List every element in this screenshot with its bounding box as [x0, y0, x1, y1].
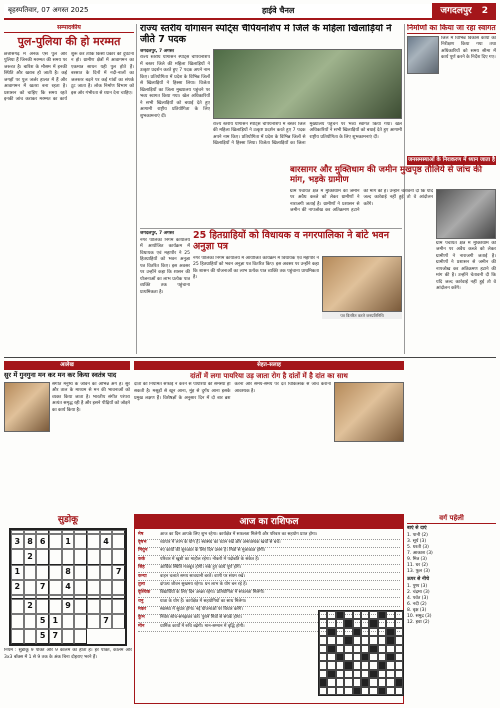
- sudoku-cell: [74, 629, 87, 644]
- crossword-cell: [361, 619, 369, 627]
- sudoku-cell: [74, 549, 87, 564]
- crossword-cell: [361, 687, 369, 695]
- city-name: जगदलपुर: [440, 5, 472, 16]
- health-section: [134, 361, 404, 511]
- horoscope-sign: सिंह: [138, 565, 145, 571]
- crossword-cell: [395, 619, 403, 627]
- sudoku-cell: 9: [62, 599, 75, 614]
- sudoku-cell: 5: [36, 614, 49, 629]
- clue-item: 6. नदी (2): [407, 602, 427, 607]
- crossword-cell: [395, 636, 403, 644]
- right-top-title: निर्माणों का किया जा रहा स्वागत: [407, 24, 496, 32]
- column-divider: [136, 24, 137, 354]
- crossword-cell: [336, 619, 344, 627]
- horoscope-text: नए कार्यों की शुरुआत के लिए दिन उत्तम है। मित्रों से मुलाकात होगी।: [160, 548, 266, 554]
- sudoku-cell: 7: [112, 565, 125, 580]
- aalekh-photo: [4, 382, 50, 432]
- clue-item: 12. हवा (2): [407, 620, 430, 626]
- section-divider: [4, 357, 496, 358]
- crossword-cell: [395, 678, 403, 686]
- crossword-cell: [327, 636, 335, 644]
- crossword-cell: [378, 687, 386, 695]
- sudoku-cell: 3: [11, 534, 24, 549]
- clue-item: 13. फूल (3): [407, 569, 430, 575]
- crossword-cell: [369, 678, 377, 686]
- crossword-cell: [319, 628, 327, 636]
- sudoku-cell: [87, 565, 100, 580]
- crossword-cell: [353, 653, 361, 661]
- horoscope-text: धार्मिक कार्यों में रुचि बढ़ेगी। मान-सम्मान में वृद्धि होगी।: [160, 623, 245, 629]
- crossword-cell: [344, 628, 352, 636]
- crossword-cell: [336, 653, 344, 661]
- horoscope-item: [138, 590, 400, 598]
- crossword-cell: [344, 661, 352, 669]
- sudoku-cell: 7: [100, 614, 113, 629]
- crossword-cell: [369, 636, 377, 644]
- editorial-tag: सम्पादकीय: [4, 24, 134, 33]
- sudoku-cell: [74, 614, 87, 629]
- clue-item: 10. समुद्र (3): [407, 614, 432, 620]
- crossword-cell: [386, 619, 394, 627]
- sudoku-cell: 1: [49, 614, 62, 629]
- clue-item: 3. सूर्य (3): [407, 538, 427, 544]
- sudoku-cell: [112, 534, 125, 549]
- crossword-cell: [353, 619, 361, 627]
- sudoku-cell: [11, 549, 24, 564]
- crossword-cell: [378, 678, 386, 686]
- crossword-cell: [378, 645, 386, 653]
- lead-title: राज्य स्तरीय योगासन स्पोर्ट्स चैंपियनशिप में जिले के महिला खिलाड़ियों ने जीते 7 पदक: [140, 24, 392, 45]
- crossword-cell: [395, 611, 403, 619]
- issue-date: बृहस्पतिवार, 07 अगस्त 2025: [8, 6, 89, 15]
- sudoku-cell: [100, 599, 113, 614]
- sudoku-cell: 8: [62, 565, 75, 580]
- sudoku-cell: [87, 549, 100, 564]
- sudoku-cell: [49, 580, 62, 595]
- crossword-cell: [336, 636, 344, 644]
- crossword-cell: [386, 661, 394, 669]
- clue-item: 5. धरती (3): [407, 545, 429, 551]
- clue-item: 1. पुष्प (3): [407, 583, 428, 589]
- aalekh-body: संगीत मनुष्य के जीवन का अभिन्न अंग है। सुर और ताल के माध्यम से मन की भावनाओं को व्यक्त किया जाता है। भारतीय संगीत परंपरा अत्यंत समृद्ध रही है और इसने पीढ़ियों को जोड़ने का कार्य किया है।: [52, 381, 130, 413]
- right-top-body: जिले में विभिन्न विकास कार्यों का निरीक्षण किया गया तथा अधिकारियों को समय सीमा में कार्य पूर्ण करने के निर्देश दिए गए।: [441, 35, 496, 61]
- crossword-cell: [327, 678, 335, 686]
- horoscope-text: दांपत्य जीवन सुखमय रहेगा। धन लाभ के योग बन रहे हैं।: [160, 581, 248, 587]
- crossword-cell: [386, 678, 394, 686]
- sudoku-cell: 1: [11, 565, 24, 580]
- crossword-cell: [361, 661, 369, 669]
- crossword-cell: [327, 661, 335, 669]
- sudoku-note: नियम : सुडोकू 9 पंक्ति और 9 कॉलम का होता है। हर पंक्ति, कॉलम और 3x3 बॉक्स में 1 से 9 तक के अंक बिना दोहराए भरने हैं।: [4, 648, 132, 660]
- crossword-cell: [369, 653, 377, 661]
- sudoku-cell: [24, 565, 37, 580]
- paper-name: हाईवे चैनल: [261, 5, 295, 15]
- health-tag: सेहत-सलाह: [134, 361, 404, 370]
- horoscope-text: विद्यार्थियों के लिए दिन अच्छा रहेगा। प्रतियोगिता में सफलता मिलेगी।: [160, 590, 265, 596]
- crossword-cell: [386, 670, 394, 678]
- sudoku-cell: [11, 599, 24, 614]
- clue-item: 1. पानी (2): [407, 532, 428, 538]
- crossword-cell: [327, 687, 335, 695]
- wordpuzzle-title: वर्ग पहेली: [407, 514, 496, 524]
- crossword-cell: [386, 687, 394, 695]
- crossword-cell: [336, 687, 344, 695]
- centre-dateline: जगदलपुर, 7 अगस्त: [140, 231, 174, 236]
- horoscope-sign: मेष: [138, 531, 144, 537]
- crossword-cell: [353, 611, 361, 619]
- sudoku-cell: 2: [24, 549, 37, 564]
- crossword-cell: [369, 661, 377, 669]
- crossword-cell: [386, 636, 394, 644]
- horoscope-sign: मीन: [138, 623, 145, 629]
- sudoku-cell: 6: [36, 534, 49, 549]
- right-mid-title: बारसागर और मुक्तिधाम की जमीन मुखपृष्ठ तौलिये से जांच की मांग, भड़के ग्रामीण: [290, 165, 482, 185]
- aalekh-section: [4, 361, 130, 511]
- page-number: 2: [481, 5, 488, 16]
- horoscope-text: निवेश सोच-समझकर करें। पुराने मित्रों से संपर्क होगा।: [160, 615, 243, 621]
- clue-item: 8. वृक्ष (3): [407, 608, 427, 614]
- crossword-cell: [395, 645, 403, 653]
- sudoku-cell: [24, 629, 37, 644]
- clue-item: 9. मित्र (3): [407, 557, 427, 563]
- health-body: दांतों की नियमित सफाई न करने से पायरिया की समस्या हो सकती है। मसूड़ों से खून आना, मुंह से दुर्गंध आना इसके प्रमुख लक्षण हैं। विशेषज्ञों के अनुसार दिन में दो बार ब्रश करना और समय-समय पर दंत चिकित्सक से जांच कराना आवश्यक है।: [134, 382, 331, 401]
- centre-photo-caption: पत्र वितरित करते जनप्रतिनिधि: [322, 312, 402, 319]
- sudoku-cell: [87, 599, 100, 614]
- centre-body: नगर पालिका निगम कार्यालय में आयोजित कार्यक्रम में विधायक एवं महापौर ने 25 हितग्राहियों को भवन अनुज्ञा पत्र वितरित किए। इस अवसर पर उन्होंने कहा कि शासन की योजनाओं का लाभ प्रत्येक पात्र व्यक्ति तक पहुंचाना प्राथमिकता है।: [140, 237, 190, 295]
- sudoku-cell: [49, 599, 62, 614]
- sudoku-cell: [36, 599, 49, 614]
- sudoku-section: [4, 514, 132, 704]
- editorial-body: छत्तीसगढ़ में अनेक ऐसे पुल और पुलिया हैं जिनकी मरम्मत की समय पर जरूरत है। बारिश के मौसम में इनकी स्थिति और खराब हो जाती है। कई जगहों पर पुल जर्जर हालत में हैं और आवागमन में खतरा बना रहता है। प्रशासन को चाहिए कि समय रहते इनकी जांच कराकर मरम्मत का कार्य शुरू करे ताकि किसी प्रकार की दुर्घटना न हो। ग्रामीण क्षेत्रों में आवागमन का एकमात्र साधन यही पुल होते हैं। बरसात के दिनों में नदी-नालों का जलस्तर बढ़ने पर कई गांवों का संपर्क टूट जाता है। लोक निर्माण विभाग को इस ओर गंभीरता से ध्यान देना चाहिए।: [4, 51, 134, 103]
- right-top-story: [407, 24, 496, 154]
- wordpuzzle-section: [407, 514, 496, 704]
- sudoku-cell: [36, 549, 49, 564]
- clue-item: 11. घर (2): [407, 563, 428, 569]
- crossword-cell: [327, 670, 335, 678]
- editorial-title: पुल-पुलिया की हो मरम्मत: [17, 35, 121, 49]
- crossword-cell: [336, 678, 344, 686]
- crossword-cell: [386, 628, 394, 636]
- crossword-cell: [319, 619, 327, 627]
- sudoku-cell: 7: [36, 580, 49, 595]
- crossword-cell: [353, 661, 361, 669]
- crossword-cell: [361, 670, 369, 678]
- lead-dateline: जगदलपुर, 7 अगस्त: [140, 48, 174, 54]
- crossword-cell: [369, 619, 377, 627]
- crossword-cell: [378, 619, 386, 627]
- crossword-cell: [395, 687, 403, 695]
- crossword-cell: [344, 687, 352, 695]
- sudoku-cell: [24, 580, 37, 595]
- horoscope-text: स्वास्थ्य में सुधार होगा। नई योजनाओं पर विचार करेंगे।: [160, 607, 243, 613]
- horoscope-item: [138, 565, 400, 573]
- sudoku-cell: [49, 549, 62, 564]
- horoscope-title: आज का राशिफल: [135, 515, 403, 529]
- crossword-cell: [395, 628, 403, 636]
- crossword-cell: [344, 678, 352, 686]
- sudoku-cell: 5: [36, 629, 49, 644]
- horoscope-sign: वृषभ: [138, 540, 147, 546]
- sudoku-cell: [100, 565, 113, 580]
- sudoku-cell: [87, 580, 100, 595]
- across-clues: [407, 533, 496, 575]
- horoscope-item: [138, 540, 400, 548]
- right-top-photo: [407, 36, 439, 74]
- crossword-cell: [344, 611, 352, 619]
- right-mid-main: [290, 164, 496, 354]
- crossword-cell: [344, 636, 352, 644]
- crossword-cell: [353, 645, 361, 653]
- crossword-cell: [361, 678, 369, 686]
- sudoku-cell: [62, 614, 75, 629]
- crossword-cell: [336, 661, 344, 669]
- sudoku-cell: [49, 565, 62, 580]
- sudoku-title: सुडोकू: [57, 515, 79, 525]
- crossword-cell: [378, 611, 386, 619]
- lead-body-continued: राज्य स्तरीय योगासन स्पोर्ट्स चैंपियनशिप में बस्तर जिले की महिला खिलाड़ियों ने उत्कृष्ट प्रदर्शन करते हुए 7 पदक अपने नाम किए। प्रतियोगिता में प्रदेश के विभिन्न जिलों से खिलाड़ियों ने हिस्सा लिया। विजेता खिलाड़ियों का जिला मुख्यालय पहुंचने पर भव्य स्वागत किया गया। खेल अधिकारियों ने सभी खिलाड़ियों को बधाई देते हुए आगामी राष्ट्रीय प्रतियोगिता के लिए शुभकामनाएं दीं।: [213, 121, 402, 147]
- crossword-cell: [319, 653, 327, 661]
- horoscope-sign: मिथुन: [138, 548, 148, 554]
- crossword-cell: [319, 687, 327, 695]
- crossword-cell: [336, 670, 344, 678]
- sudoku-cell: 2: [24, 599, 37, 614]
- aalekh-tag: आलेख: [4, 361, 130, 370]
- crossword-cell: [369, 611, 377, 619]
- sudoku-cell: [100, 580, 113, 595]
- sudoku-cell: [74, 565, 87, 580]
- crossword-cell: [361, 653, 369, 661]
- crossword-cell: [336, 611, 344, 619]
- clue-item: 2. चंद्रमा (3): [407, 589, 430, 595]
- horoscope-text: आज का दिन आपके लिए शुभ रहेगा। कार्यक्षेत्र में सफलता मिलेगी और परिवार का सहयोग प्राप्त होगा।: [160, 531, 318, 537]
- horoscope-sign: कर्क: [138, 556, 146, 562]
- crossword-cell: [386, 645, 394, 653]
- across-title: बाएं से दाएं: [407, 526, 427, 532]
- clue-item: 4. पर्वत (3): [407, 595, 429, 601]
- crossword-cell: [319, 678, 327, 686]
- page-header: [4, 4, 496, 20]
- horoscope-sign: कन्या: [138, 573, 147, 579]
- horoscope-sign: तुला: [138, 581, 145, 587]
- centre-body-continued: नगर पालिका निगम कार्यालय में आयोजित कार्यक्रम में विधायक एवं महापौर ने 25 हितग्राहियों को भवन अनुज्ञा पत्र वितरित किए। इस अवसर पर उन्होंने कहा कि शासन की योजनाओं का लाभ प्रत्येक पात्र व्यक्ति तक पहुंचाना प्राथमिकता है।: [193, 255, 319, 281]
- sudoku-cell: 7: [49, 629, 62, 644]
- crossword-cell: [361, 628, 369, 636]
- sudoku-cell: [74, 580, 87, 595]
- crossword-cell: [378, 670, 386, 678]
- crossword-cell: [319, 611, 327, 619]
- horoscope-item: [138, 573, 400, 581]
- crossword-cell: [369, 645, 377, 653]
- crossword-cell: [386, 611, 394, 619]
- sudoku-cell: [11, 614, 24, 629]
- sudoku-cell: 4: [100, 534, 113, 549]
- crossword-cell: [369, 670, 377, 678]
- crossword-cell: [344, 645, 352, 653]
- crossword-cell: [353, 678, 361, 686]
- horoscope-sign: वृश्चिक: [138, 590, 151, 596]
- city-banner: [432, 3, 496, 19]
- crossword-cell: [344, 670, 352, 678]
- crossword-cell: [344, 653, 352, 661]
- crossword-cell: [361, 636, 369, 644]
- horoscope-text: व्यापार में लाभ के योग हैं। स्वास्थ्य का ध्यान रखें और अनावश्यक खर्चों से बचें।: [160, 540, 281, 546]
- horoscope-sign: कुंभ: [138, 615, 145, 621]
- horoscope-item: [138, 598, 400, 606]
- crossword-grid: [318, 610, 404, 696]
- crossword-cell: [395, 661, 403, 669]
- health-photo: [334, 382, 404, 442]
- sudoku-cell: 8: [24, 534, 37, 549]
- crossword-cell: [378, 628, 386, 636]
- crossword-cell: [353, 628, 361, 636]
- sudoku-cell: 1: [62, 534, 75, 549]
- crossword-cell: [327, 645, 335, 653]
- crossword-cell: [327, 653, 335, 661]
- horoscope-sign: धनु: [138, 598, 144, 604]
- crossword-cell: [369, 628, 377, 636]
- horoscope-text: वाहन चलाते समय सावधानी बरतें। वाणी पर संयम रखें।: [160, 573, 245, 579]
- sudoku-cell: [62, 549, 75, 564]
- crossword-cell: [369, 687, 377, 695]
- sudoku-cell: 4: [62, 580, 75, 595]
- sudoku-grid: [9, 528, 127, 646]
- horoscope-text: आर्थिक स्थिति मजबूत होगी। रुके हुए कार्य पूर्ण होंगे।: [160, 565, 242, 571]
- crossword-cell: [319, 645, 327, 653]
- crossword-cell: [378, 661, 386, 669]
- sudoku-cell: [49, 534, 62, 549]
- right-mid-tag: जनसमस्याओं के निराकरण में ध्यान जाता है: [407, 156, 496, 165]
- health-title: दांतों में लगा पायरिया उड़ जाता रोग है दांतों में है दांत का साथ: [190, 372, 348, 381]
- right-mid-body-continued: ग्राम पंचायत क्षेत्र में मुक्तिधाम की जमीन पर अवैध कब्जे को लेकर ग्रामीणों ने नाराजगी जताई है। ग्रामीणों ने प्रशासन से जमीन की नापजोख कर अतिक्रमण हटाने की मांग की है। उन्होंने चेतावनी दी कि यदि जल्द कार्रवाई नहीं हुई तो वे आंदोलन करेंगे।: [436, 240, 496, 292]
- horoscope-item: [138, 548, 400, 556]
- sudoku-cell: [112, 580, 125, 595]
- crossword-cell: [327, 611, 335, 619]
- sudoku-cell: [100, 549, 113, 564]
- horoscope-sign: मकर: [138, 607, 147, 613]
- crossword-cell: [353, 636, 361, 644]
- sudoku-cell: [112, 599, 125, 614]
- crossword-cell: [327, 628, 335, 636]
- crossword-cell: [361, 645, 369, 653]
- horoscope-item: [138, 531, 400, 539]
- down-title: ऊपर से नीचे: [407, 577, 429, 583]
- clue-item: 7. आकाश (3): [407, 551, 433, 557]
- sudoku-cell: [24, 614, 37, 629]
- crossword-cell: [378, 636, 386, 644]
- crossword-cell: [395, 653, 403, 661]
- lead-body: राज्य स्तरीय योगासन स्पोर्ट्स चैंपियनशिप में बस्तर जिले की महिला खिलाड़ियों ने उत्कृष्ट प्रदर्शन करते हुए 7 पदक अपने नाम किए। प्रतियोगिता में प्रदेश के विभिन्न जिलों से खिलाड़ियों ने हिस्सा लिया। विजेता खिलाड़ियों का जिला मुख्यालय पहुंचने पर भव्य स्वागत किया गया। खेल अधिकारियों ने सभी खिलाड़ियों को बधाई देते हुए आगामी राष्ट्रीय प्रतियोगिता के लिए शुभकामनाएं दीं।: [140, 55, 210, 119]
- crossword-cell: [353, 670, 361, 678]
- sudoku-cell: [62, 629, 75, 644]
- horoscope-item: [138, 556, 400, 564]
- right-mid-body: ग्राम पंचायत क्षेत्र में मुक्तिधाम की जमीन पर अवैध कब्जे को लेकर ग्रामीणों ने नाराजगी जताई है। ग्रामीणों ने प्रशासन से जमीन की नापजोख कर अतिक्रमण हटाने की मांग की है। उन्होंने चेतावनी दी कि यदि जल्द कार्रवाई नहीं हुई तो वे आंदोलन करेंगे।: [290, 188, 433, 214]
- lead-photo: [213, 49, 402, 119]
- crossword-cell: [395, 670, 403, 678]
- sudoku-cell: [87, 614, 100, 629]
- centre-title: 25 हितग्राहियों को विधायक व नगरपालिका ने बांटे भवन अनुज्ञा पत्र: [193, 230, 389, 252]
- sudoku-cell: [74, 599, 87, 614]
- sudoku-cell: [87, 534, 100, 549]
- sudoku-cell: [112, 614, 125, 629]
- crossword-cell: [386, 653, 394, 661]
- crossword-cell: [361, 611, 369, 619]
- crossword-cell: [353, 687, 361, 695]
- crossword-cell: [319, 636, 327, 644]
- crossword-cell: [319, 661, 327, 669]
- sudoku-cell: 2: [11, 580, 24, 595]
- crossword-cell: [344, 619, 352, 627]
- crossword-cell: [378, 653, 386, 661]
- horoscope-item: [138, 581, 400, 589]
- crossword-cell: [319, 670, 327, 678]
- sudoku-cell: [11, 629, 24, 644]
- crossword-cell: [327, 619, 335, 627]
- right-mid-photo: [436, 189, 496, 239]
- editorial-column: [4, 24, 134, 354]
- crossword-cell: [336, 628, 344, 636]
- sudoku-cell: [36, 565, 49, 580]
- down-clues: [407, 584, 496, 626]
- crossword-cell: [336, 645, 344, 653]
- aalekh-title: सुर में गुनगुना मन कर मन कर किया स्वतंत्र पाद: [4, 371, 117, 380]
- horoscope-text: यात्रा के योग हैं। कार्यक्षेत्र में सहयोगियों का साथ मिलेगा।: [160, 598, 247, 604]
- horoscope-text: परिवार में खुशी का माहौल रहेगा। नौकरी में पदोन्नति के संकेत हैं।: [160, 556, 260, 562]
- sudoku-cell: [112, 549, 125, 564]
- sudoku-cell: [74, 534, 87, 549]
